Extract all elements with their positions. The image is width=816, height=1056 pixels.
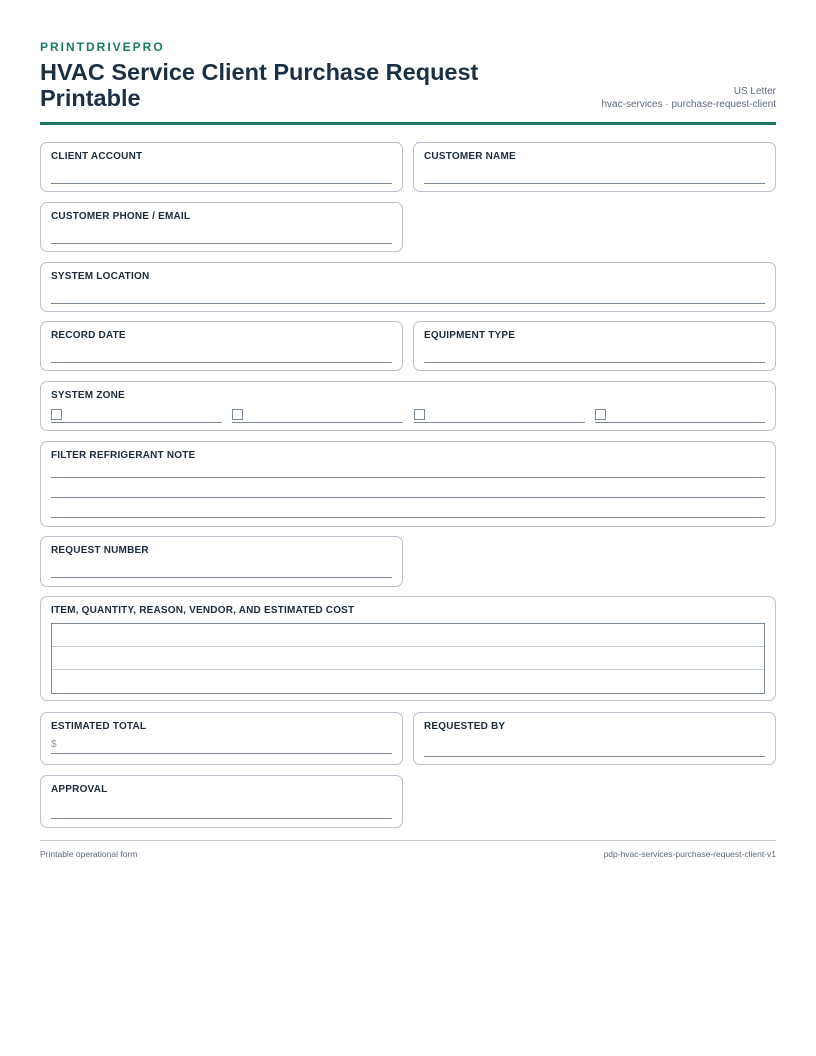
- system-zone-option-2[interactable]: [232, 407, 403, 423]
- footer-left-text: Printable operational form: [40, 849, 138, 859]
- header-rule: [40, 122, 776, 125]
- page-title: HVAC Service Client Purchase Request Printable: [40, 59, 479, 111]
- approval-line[interactable]: [51, 818, 392, 819]
- option-line: [232, 422, 403, 423]
- customer-name-label: CUSTOMER NAME: [424, 151, 516, 162]
- equipment-type-field[interactable]: [413, 321, 776, 371]
- request-number-label: REQUEST NUMBER: [51, 545, 149, 556]
- customer-contact-label: CUSTOMER PHONE / EMAIL: [51, 211, 191, 222]
- request-number-line[interactable]: [51, 577, 392, 578]
- option-line: [595, 422, 765, 423]
- record-date-line[interactable]: [51, 362, 392, 363]
- table-row[interactable]: [52, 647, 764, 670]
- estimated-total-label: ESTIMATED TOTAL: [51, 721, 147, 732]
- system-zone-option-3[interactable]: [414, 407, 585, 423]
- table-row[interactable]: [52, 670, 764, 693]
- document-slug: hvac-services · purchase-request-client: [601, 99, 776, 110]
- estimated-total-line[interactable]: [51, 753, 392, 754]
- system-zone-label: SYSTEM ZONE: [51, 390, 125, 401]
- note-line-3[interactable]: [51, 517, 765, 518]
- customer-name-line[interactable]: [424, 183, 765, 184]
- footer-form-id: pdp-hvac-services-purchase-request-client-v1: [603, 849, 776, 859]
- system-zone-field: [40, 381, 776, 431]
- checkbox-icon[interactable]: [51, 409, 62, 420]
- equipment-type-label: EQUIPMENT TYPE: [424, 330, 516, 341]
- document-meta: [601, 85, 776, 111]
- note-line-1[interactable]: [51, 477, 765, 478]
- client-account-field[interactable]: [40, 142, 403, 192]
- system-zone-option-1[interactable]: [51, 407, 222, 423]
- items-label: ITEM, QUANTITY, REASON, VENDOR, AND ESTIMATED COST: [51, 605, 355, 616]
- table-row[interactable]: [52, 624, 764, 647]
- option-line: [414, 422, 585, 423]
- footer-rule: [40, 840, 776, 841]
- system-location-line[interactable]: [51, 303, 765, 304]
- system-zone-option-4[interactable]: [595, 407, 765, 423]
- system-location-field[interactable]: [40, 262, 776, 312]
- record-date-field[interactable]: [40, 321, 403, 371]
- items-field: [40, 596, 776, 701]
- paper-size: US Letter: [733, 86, 776, 97]
- option-line: [51, 422, 222, 423]
- checkbox-icon[interactable]: [595, 409, 606, 420]
- request-number-field[interactable]: [40, 536, 403, 587]
- filter-refrigerant-note-label: FILTER REFRIGERANT NOTE: [51, 450, 196, 461]
- note-line-2[interactable]: [51, 497, 765, 498]
- equipment-type-line[interactable]: [424, 362, 765, 363]
- items-table: [51, 623, 765, 694]
- client-account-line[interactable]: [51, 183, 392, 184]
- checkbox-icon[interactable]: [232, 409, 243, 420]
- approval-label: APPROVAL: [51, 784, 108, 795]
- estimated-total-field[interactable]: [40, 712, 403, 765]
- requested-by-field[interactable]: [413, 712, 776, 765]
- requested-by-label: REQUESTED BY: [424, 721, 506, 732]
- client-account-label: CLIENT ACCOUNT: [51, 151, 143, 162]
- record-date-label: RECORD DATE: [51, 330, 126, 341]
- customer-contact-line[interactable]: [51, 243, 392, 244]
- brand-name: PRINTDRIVEPRO: [40, 40, 165, 54]
- customer-contact-field[interactable]: [40, 202, 403, 252]
- system-location-label: SYSTEM LOCATION: [51, 271, 150, 282]
- filter-refrigerant-note-field[interactable]: [40, 441, 776, 527]
- checkbox-icon[interactable]: [414, 409, 425, 420]
- customer-name-field[interactable]: [413, 142, 776, 192]
- requested-by-line[interactable]: [424, 756, 765, 757]
- approval-field[interactable]: [40, 775, 403, 828]
- currency-symbol: $: [51, 739, 57, 750]
